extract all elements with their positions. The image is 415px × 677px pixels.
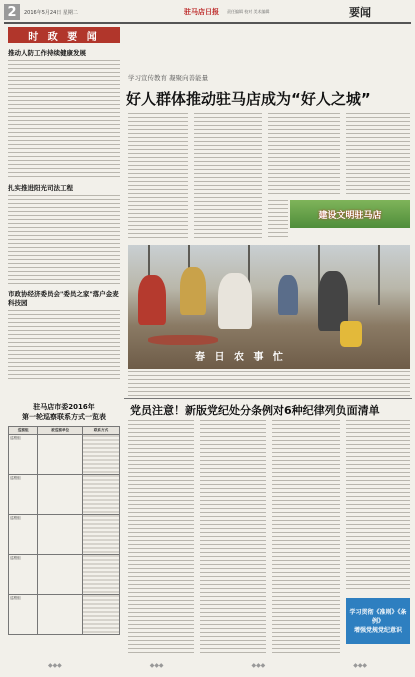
article-body xyxy=(128,420,194,656)
editor-credits: 责任编辑 校对 美术编辑 xyxy=(227,9,270,14)
article-body xyxy=(346,420,410,592)
promo-line1: 学习贯彻《准则》《条例》 xyxy=(349,608,407,625)
table-header-row xyxy=(9,427,120,435)
article-body xyxy=(268,113,340,195)
table-row xyxy=(9,595,120,635)
article-body xyxy=(268,200,288,240)
header-rule xyxy=(4,22,411,24)
tree-trunk xyxy=(378,245,380,305)
sweet-potato-pile xyxy=(148,335,218,345)
promo-line2: 增强党规党纪意识 xyxy=(353,626,402,634)
water-bucket xyxy=(340,321,362,347)
article-body xyxy=(200,420,266,656)
article-body xyxy=(8,195,120,285)
footer-ornament: ◆◆◆ xyxy=(149,661,164,669)
table-cell: 巡察组 xyxy=(9,595,38,635)
footer-ornament: ◆◆◆ xyxy=(251,661,266,669)
table-title-line1: 驻马店市委2016年 xyxy=(33,403,95,411)
section-title: 要闻 xyxy=(349,6,371,19)
study-promo-box xyxy=(346,598,410,644)
article-body xyxy=(8,60,120,178)
table-title-line2: 第一轮巡察联系方式一览表 xyxy=(22,413,106,421)
article-body xyxy=(346,113,410,195)
farmer-figure xyxy=(218,273,252,329)
article-body xyxy=(8,310,120,382)
photo-caption: 春 日 农 事 忙 xyxy=(195,352,286,363)
column-header: 联系方式 xyxy=(82,427,119,435)
politics-news-column xyxy=(8,27,120,397)
discipline-headline: 党员注意！新版党纪处分条例对6种纪律列负面清单 xyxy=(130,404,380,417)
contacts-table xyxy=(8,426,120,635)
table-cell: 巡察组 xyxy=(9,555,38,595)
table-row xyxy=(9,475,120,515)
table-cell: 巡察组 xyxy=(9,515,38,555)
column-header: 被巡察单位 xyxy=(38,427,83,435)
article-body xyxy=(272,420,340,656)
table-row xyxy=(9,435,120,475)
footer-ornament: ◆◆◆ xyxy=(353,661,368,669)
photo-description xyxy=(128,371,410,397)
masthead: 驻马店日报 xyxy=(184,7,219,16)
section-label: 时 政 要 闻 xyxy=(8,27,120,43)
table-row xyxy=(9,515,120,555)
column-header: 巡察组 xyxy=(9,427,38,435)
article-body xyxy=(194,113,262,241)
farmer-figure xyxy=(180,267,206,315)
article-title: 扎实推进阳光司法工程 xyxy=(8,184,73,192)
section-divider xyxy=(124,398,412,399)
table-cell: 巡察组 xyxy=(9,475,38,515)
issue-date: 2016年5月24日 星期二 xyxy=(24,9,78,16)
table-cell: 巡察组 xyxy=(9,435,38,475)
main-headline: 好人群体推动驻马店成为“好人之城” xyxy=(126,90,371,108)
civility-banner xyxy=(290,200,410,228)
table-row xyxy=(9,555,120,595)
main-kicker: 学习宣传教育 凝聚向善能量 xyxy=(128,74,209,82)
page-header xyxy=(4,4,411,20)
page-footer xyxy=(4,660,411,670)
page-number: 2 xyxy=(4,4,20,20)
article-title: 推动人防工作持续健康发展 xyxy=(8,49,86,57)
footer-ornament: ◆◆◆ xyxy=(47,661,62,669)
inspection-contacts xyxy=(8,402,120,657)
article-body xyxy=(128,113,188,241)
farmer-figure xyxy=(278,275,298,315)
article-title: 市政协经济委员会"委员之家"落户金麦科技园 xyxy=(8,290,119,307)
banner-text: 建设文明驻马店 xyxy=(318,210,382,221)
farmer-figure xyxy=(138,275,166,325)
